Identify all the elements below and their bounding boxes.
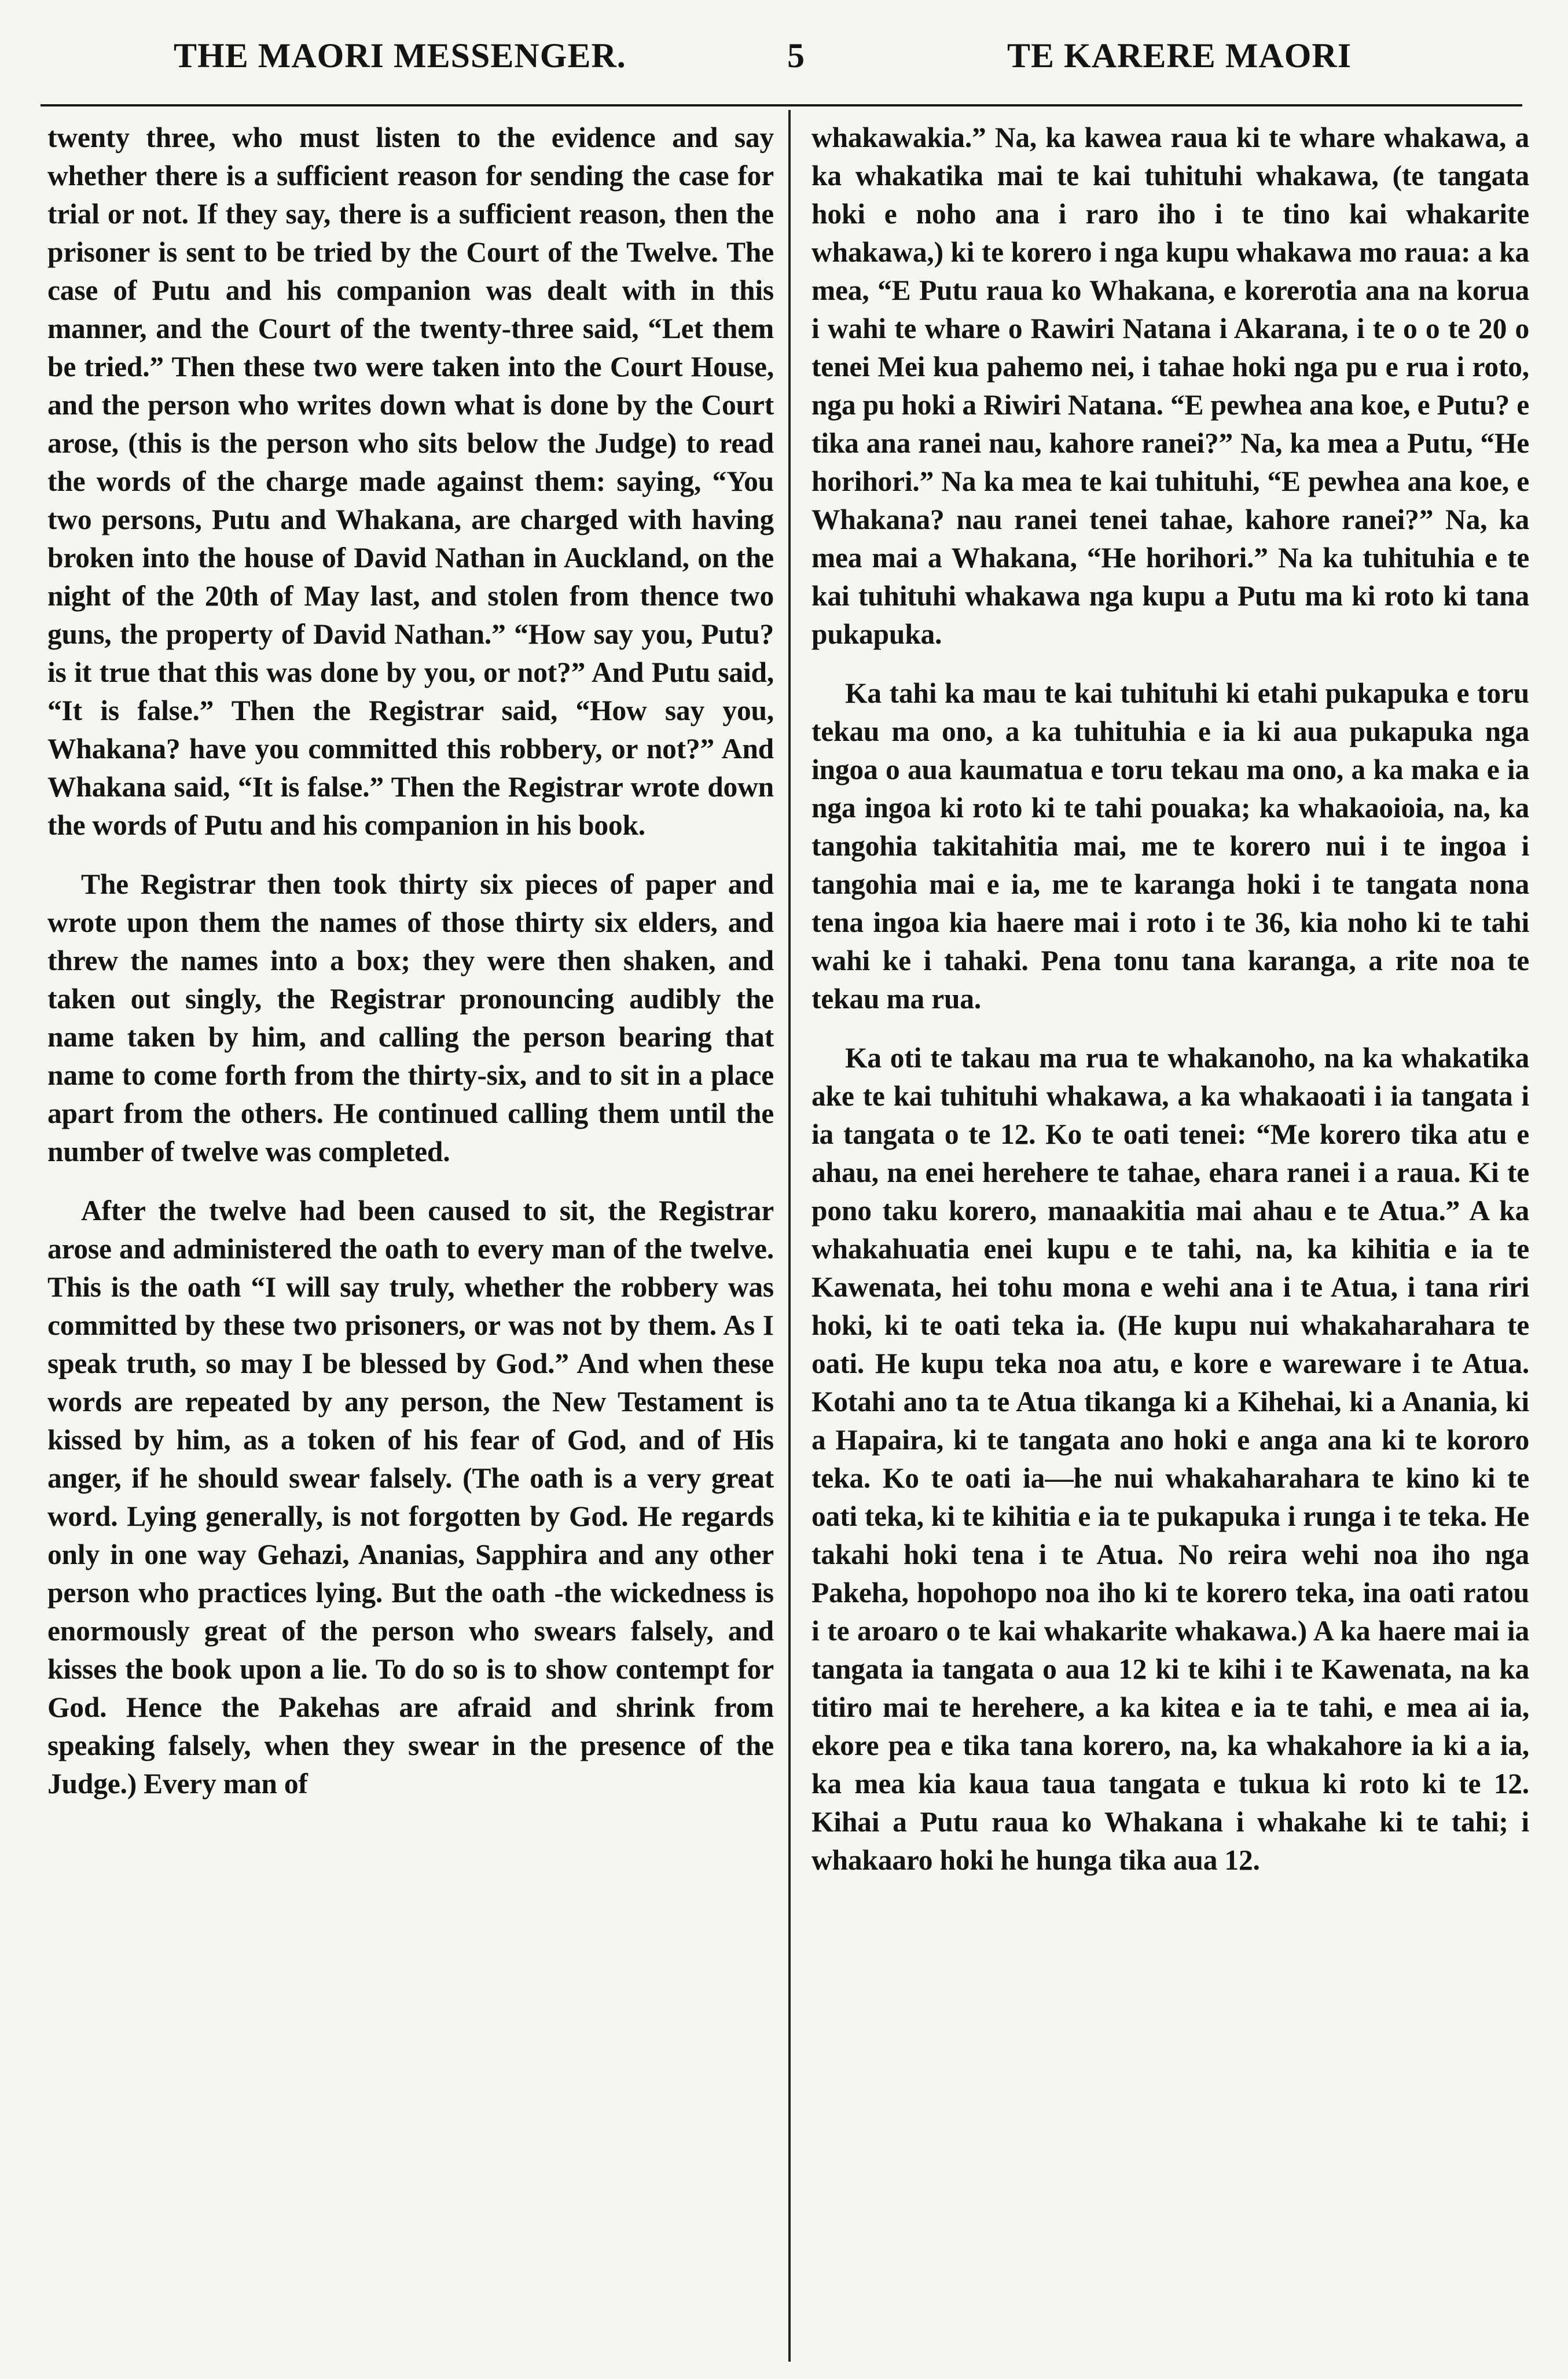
english-masthead: THE MAORI MESSENGER. xyxy=(174,36,626,75)
english-paragraph-1: twenty three, who must listen to the evidence and say whether there is a sufficient reason for sending the case for trial or not. If they say, there is a sufficient reason, then the prisoner is sent to be tried by the Court of the Twelve. The case of Putu and his companion was dealt with in this manner, and the Court of the twenty-three said, “Let them be tried.” Then these two were taken into the Court House, and the person who writes down what is done by the Court arose, (this is the person who sits below the Judge) to read the words of the charge made against them: saying, “You two persons, Putu and Whakana, are charged with having broken into the house of David Nathan in Auckland, on the night of the 20th of May last, and stolen from thence two guns, the property of David Nathan.” “How say you, Putu? is it true that this was done by you, or not?” And Putu said, “It is false.” Then the Registrar said, “How say you, Whakana? have you committed this robbery, or not?” And Whakana said, “It is false.” Then the Registrar wrote down the words of Putu and his companion in his book. xyxy=(47,122,774,841)
column-divider xyxy=(788,110,791,2362)
maori-paragraph-3: Ka oti te takau ma rua te whakanoho, na ka whakatika ake te kai tuhituhi whakawa, a ka whakaoati i ia tangata i ia tangata o te 12. Ko te oati tenei: “Me korero tika atu e ahau, na enei herehere te tahae, ehara ranei i a raua. Ki te pono taku korero, manaakitia mai ahau e te Atua.” A ka whakahuatia enei kupu e te tahi, na, ka kihitia e ia te Kawenata, hei tohu mona e wehi ana i te Atua, i tana riri hoki, ki te oati teka ia. (He kupu nui whakaharahara te oati. He kupu teka noa atu, e kore e wareware i te Atua. Kotahi ano ta te Atua tikanga ki a Kihehai, ki a Anania, ki a Hapaira, ki te tangata ano hoki e anga ana ki te kororo teka. Ko te oati ia—he nui whakaharahara te kino ki te oati teka, ki te kihitia e ia te pukapuka i runga i te teka. He takahi hoki tena i te Atua. No reira wehi noa iho nga Pakeha, hopohopo noa iho ki te korero teka, ina oati ratou i te aroaro o te kai whakarite whakawa.) A ka haere mai ia tangata ia tangata o aua 12 ki te kihi i te Kawenata, na ka titiro mai te herehere, a ka kitea e ia te tahi, e mea ai ia, ekore pea e tika tana korero, na, ka whakahore ia ki a ia, ka mea kia kaua taua tangata e tukua ki roto ki te 12. Kihai a Putu raua ko Whakana i whakahe ki te tahi; i whakaaro hoki he hunga tika aua 12. xyxy=(811,1042,1529,1876)
maori-column xyxy=(811,119,1529,1900)
maori-masthead: TE KARERE MAORI xyxy=(1007,36,1352,75)
page-header xyxy=(41,23,1522,78)
header-rule xyxy=(41,104,1522,107)
maori-paragraph-1: whakawakia.” Na, ka kawea raua ki te whare whakawa, a ka whakatika mai te kai tuhituhi whakawa, (te tangata hoki e noho ana i raro iho i te tino kai whakarite whakawa,) ki te korero i nga kupu whakawa mo raua: a ka mea, “E Putu raua ko Whakana, e korerotia ana na korua i wahi te whare o Rawiri Natana i Akarana, i te o o te 20 o tenei Mei kua pahemo nei, i tahae hoki nga pu e rua i roto, nga pu hoki a Riwiri Natana. “E pewhea ana koe, e Putu? e tika ana ranei nau, kahore ranei?” Na, ka mea a Putu, “He horihori.” Na ka mea te kai tuhituhi, “E pewhea ana koe, e Whakana? nau ranei tenei tahae, kahore ranei?” Na, ka mea mai a Whakana, “He horihori.” Na ka tuhituhia e te kai tuhituhi whakawa nga kupu a Putu ma ki roto ki tana pukapuka. xyxy=(811,122,1529,650)
english-paragraph-2: The Registrar then took thirty six pieces of paper and wrote upon them the names of those thirty six elders, and threw the names into a box; they were then shaken, and taken out singly, the Registrar pronouncing audibly the name taken by him, and calling the person bearing that name to come forth from the thirty-six, and to sit in a place apart from the others. He continued calling them until the number of twelve was completed. xyxy=(47,868,774,1168)
english-paragraph-3: After the twelve had been caused to sit, the Registrar arose and administered the oath to every man of the twelve. This is the oath “I will say truly, whether the robbery was committed by these two prisoners, or was not by them. As I speak truth, so may I be blessed by God.” And when these words are repeated by any person, the New Testament is kissed by him, as a token of his fear of God, and of His anger, if he should swear falsely. (The oath is a very great word. Lying generally, is not forgotten by God. He regards only in one way Gehazi, Ananias, Sapphira and any other person who practices lying. But the oath -the wickedness is enormously great of the person who swears falsely, and kisses the book upon a lie. To do so is to show contempt for God. Hence the Pakehas are afraid and shrink from speaking falsely, when they swear in the presence of the Judge.) Every man of xyxy=(47,1195,774,1800)
maori-paragraph-2: Ka tahi ka mau te kai tuhituhi ki etahi pukapuka e toru tekau ma ono, a ka tuhituhia e ia ki aua pukapuka nga ingoa o aua kaumatua e toru tekau ma ono, a ka maka e ia nga ingoa ki roto ki te tahi pouaka; ka whakaoioia, na, ka tangohia takitahitia mai, me te korero nui i te ingoa i tangohia mai e ia, me te karanga hoki i te tangata nona tena ingoa kia haere mai i roto i te 36, kia noho ki te tahi wahi ke i tahaki. Pena tonu tana karanga, a rite noa te tekau ma rua. xyxy=(811,677,1529,1015)
english-column xyxy=(47,119,774,1824)
page-number: 5 xyxy=(787,36,805,75)
